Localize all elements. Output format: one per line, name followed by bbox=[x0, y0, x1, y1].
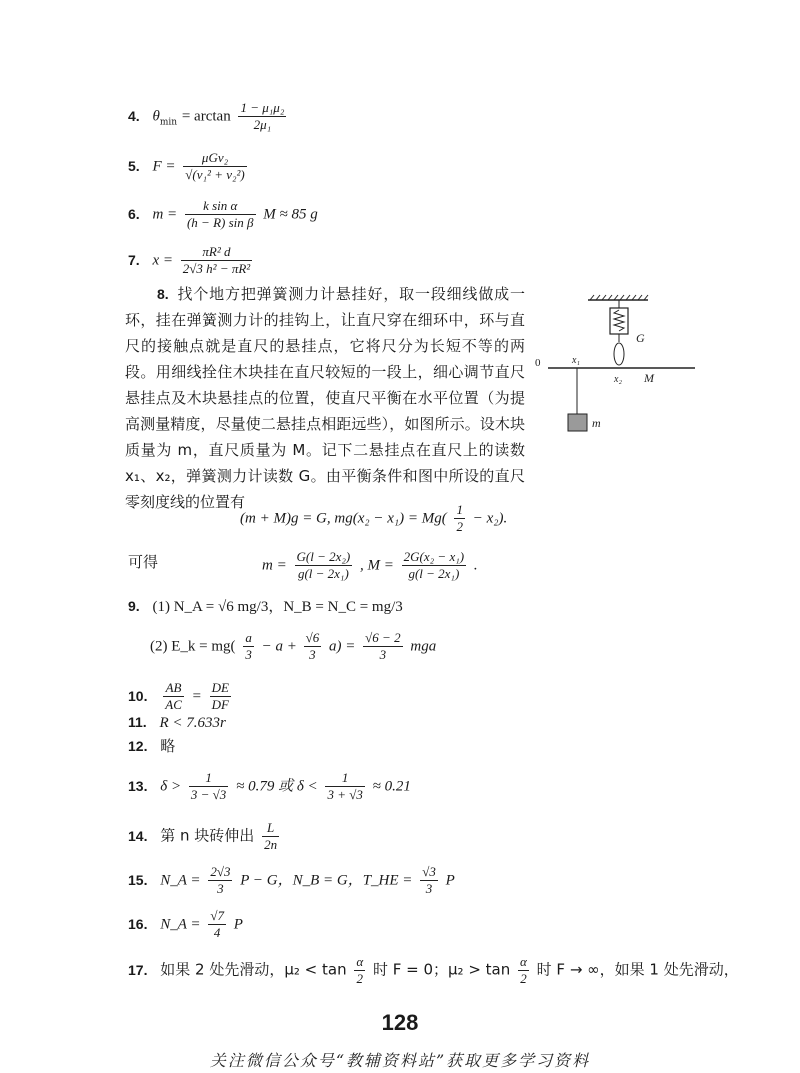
item-4 bbox=[128, 100, 289, 133]
item-number: 8. bbox=[157, 286, 169, 302]
fraction bbox=[208, 908, 226, 941]
item-text: 略 bbox=[160, 737, 176, 755]
equation-part: ≈ 0.79 或 δ < bbox=[236, 778, 318, 795]
item-number: 11. bbox=[128, 714, 147, 730]
item-15 bbox=[128, 864, 455, 897]
equation-part: N_A = bbox=[160, 872, 201, 889]
item-number: 15. bbox=[128, 871, 148, 888]
numerator: α bbox=[356, 954, 364, 969]
fraction bbox=[325, 770, 364, 803]
numerator: 1 − μ₁μ₂ bbox=[240, 100, 285, 115]
fraction bbox=[163, 680, 184, 713]
fraction bbox=[262, 820, 279, 853]
item-text: 时 F → ∞，如果 1 处先滑动， bbox=[536, 960, 739, 979]
equation-part: P bbox=[445, 872, 455, 889]
equation-part: P bbox=[233, 916, 243, 933]
item-text: R < 7.633r bbox=[159, 715, 226, 731]
item-12 bbox=[128, 736, 175, 756]
equation-part: mga bbox=[410, 638, 437, 655]
fraction bbox=[295, 549, 353, 582]
numerator: πR² d bbox=[202, 244, 231, 259]
item-16 bbox=[128, 908, 243, 941]
wood-block bbox=[568, 414, 587, 431]
denominator: 3 bbox=[245, 647, 252, 662]
numerator: L bbox=[266, 820, 275, 835]
theta-subscript: min bbox=[159, 117, 178, 128]
fraction bbox=[183, 150, 246, 183]
fraction bbox=[402, 549, 466, 582]
equation-part: N_A = bbox=[160, 916, 201, 933]
item-number: 17. bbox=[128, 961, 148, 978]
label-ruler-mass: M bbox=[644, 371, 654, 385]
paragraph-text: 找个地方把弹簧测力计悬挂好，取一段细线做成一环，挂在弹簧测力计的挂钩上，让直尺穿在细环中，环与直尺的接触点就是直尺的悬挂点，它将尺分为长短不等的两段。用细线拴住木块挂在直尺较短的一段上，细心调节直尺悬挂点及木块悬挂点的位置，使直尺平衡在水平位置（为提高测量精度，尽量使二悬挂点相距远些），如图所示。设木块质量为 m，直尺质量为 M。记下二悬挂点在直尺上的读数 x₁、x₂，弹簧测力计读数 G。由平衡条件和图中所设的直尺零刻度线的位置有 bbox=[125, 285, 525, 511]
watermark-text: 关注微信公众号“教辅资料站”获取更多学习资料 bbox=[209, 1051, 591, 1070]
item-9 bbox=[128, 596, 403, 617]
numerator: a bbox=[245, 630, 252, 645]
numerator: 1 bbox=[205, 770, 212, 785]
item-10 bbox=[128, 680, 234, 713]
equation-rhs: M ≈ 85 g bbox=[263, 206, 318, 223]
string-loop bbox=[614, 343, 624, 365]
item-number: 10. bbox=[128, 687, 148, 704]
numerator: 1 bbox=[456, 502, 463, 517]
item-11 bbox=[128, 712, 226, 733]
denominator: √(v₁² + v₂²) bbox=[185, 167, 245, 182]
item-text: 第 n 块砖伸出 bbox=[160, 826, 255, 845]
equals-sign: = bbox=[191, 688, 202, 705]
equation-text: = arctan bbox=[181, 108, 231, 125]
item-5 bbox=[128, 150, 250, 183]
item-14 bbox=[128, 820, 282, 853]
equation-part: − x₂). bbox=[472, 510, 508, 527]
fraction bbox=[210, 680, 231, 713]
equation-lhs: F = bbox=[152, 158, 176, 175]
denominator: 2n bbox=[264, 837, 278, 852]
numerator: √6 − 2 bbox=[365, 630, 401, 645]
fraction bbox=[238, 100, 286, 133]
equation-lhs: x = bbox=[152, 252, 173, 269]
fraction bbox=[189, 770, 228, 803]
page-number: 128 bbox=[381, 1010, 419, 1035]
item-8-paragraph bbox=[125, 281, 525, 515]
equation-part: (2) E_k = mg( bbox=[150, 638, 236, 655]
equation-part: ≈ 0.21 bbox=[372, 778, 411, 795]
item-number: 5. bbox=[128, 157, 140, 174]
item-text: 时 F = 0；μ₂ > tan bbox=[372, 960, 511, 979]
item-number: 13. bbox=[128, 777, 148, 794]
numerator: √3 bbox=[422, 864, 436, 879]
denominator: 4 bbox=[208, 924, 226, 941]
item-9-part-2 bbox=[150, 630, 436, 663]
equation-part: a) = bbox=[329, 638, 356, 655]
denominator: 2 bbox=[518, 970, 529, 987]
label-block-mass: m bbox=[592, 416, 601, 430]
numerator: 2G(x₂ − x₁) bbox=[403, 549, 465, 564]
equation-part: , M = bbox=[360, 557, 394, 574]
item-number: 16. bbox=[128, 915, 148, 932]
item-17 bbox=[128, 954, 739, 987]
denominator: DF bbox=[211, 697, 229, 712]
equilibrium-equation bbox=[240, 502, 507, 535]
denominator: 3 bbox=[363, 646, 402, 663]
denominator: 3 bbox=[208, 880, 232, 897]
fraction bbox=[181, 244, 252, 277]
label-g: G bbox=[636, 331, 645, 345]
fraction bbox=[454, 502, 465, 535]
fraction bbox=[243, 630, 254, 663]
equation-part: δ > bbox=[160, 778, 182, 795]
item-number: 12. bbox=[128, 738, 148, 754]
numerator: 1 bbox=[341, 770, 349, 785]
fraction bbox=[304, 630, 322, 663]
equation-lhs: m = bbox=[152, 206, 178, 223]
equation-part: − a + bbox=[261, 638, 301, 655]
denominator: AC bbox=[165, 697, 182, 712]
numerator: G(l − 2x₂) bbox=[296, 549, 351, 564]
result-equation bbox=[262, 549, 478, 582]
denominator: 3 bbox=[304, 646, 322, 663]
numerator: √6 bbox=[305, 630, 320, 645]
item-6 bbox=[128, 198, 318, 231]
numerator: 2√3 bbox=[210, 864, 231, 879]
label-x2: x₂ bbox=[614, 374, 622, 385]
denominator: 2μ₁ bbox=[238, 116, 286, 133]
spring-scale-figure bbox=[530, 290, 700, 440]
denominator: 3 − √3 bbox=[190, 787, 227, 802]
denominator: 3 bbox=[420, 880, 438, 897]
denominator: 2√3 h² − πR² bbox=[182, 261, 251, 276]
fraction bbox=[354, 954, 365, 987]
numerator: AB bbox=[165, 680, 182, 695]
item-number: 7. bbox=[128, 251, 140, 268]
fraction bbox=[185, 198, 256, 231]
equation-part: P − G，N_B = G，T_HE = bbox=[240, 872, 413, 889]
fraction bbox=[518, 954, 529, 987]
denominator: (h − R) sin β bbox=[186, 215, 254, 230]
numerator: μGv₂ bbox=[201, 150, 229, 165]
denominator: g(l − 2x₁) bbox=[295, 565, 353, 582]
label-zero: 0 bbox=[535, 357, 541, 369]
numerator: √7 bbox=[210, 908, 224, 923]
label-x1: x₁ bbox=[572, 355, 580, 366]
numerator: k sin α bbox=[203, 198, 238, 213]
fraction bbox=[363, 630, 402, 663]
result-label: 可得 bbox=[128, 553, 159, 571]
item-text: 如果 2 处先滑动，μ₂ < tan bbox=[160, 960, 347, 979]
denominator: g(l − 2x₁) bbox=[402, 565, 466, 582]
item-number: 9. bbox=[128, 598, 140, 614]
fraction bbox=[208, 864, 232, 897]
denominator: 2 bbox=[354, 970, 365, 987]
item-number: 6. bbox=[128, 205, 140, 222]
item-text: (1) N_A = √6 mg/3，N_B = N_C = mg/3 bbox=[152, 599, 403, 615]
item-13 bbox=[128, 770, 411, 803]
numerator: DE bbox=[211, 680, 229, 695]
theta-symbol: θ bbox=[152, 108, 160, 125]
item-number: 4. bbox=[128, 107, 140, 124]
item-7 bbox=[128, 244, 255, 277]
equation-part: (m + M)g = G, mg(x₂ − x₁) = Mg( bbox=[240, 510, 447, 527]
item-number: 14. bbox=[128, 827, 148, 844]
numerator: α bbox=[520, 954, 527, 969]
equation-part: . bbox=[473, 557, 478, 574]
denominator: 2 bbox=[456, 519, 463, 534]
equation-part: m = bbox=[262, 557, 287, 574]
fraction bbox=[420, 864, 438, 897]
denominator: 3 + √3 bbox=[327, 787, 363, 802]
